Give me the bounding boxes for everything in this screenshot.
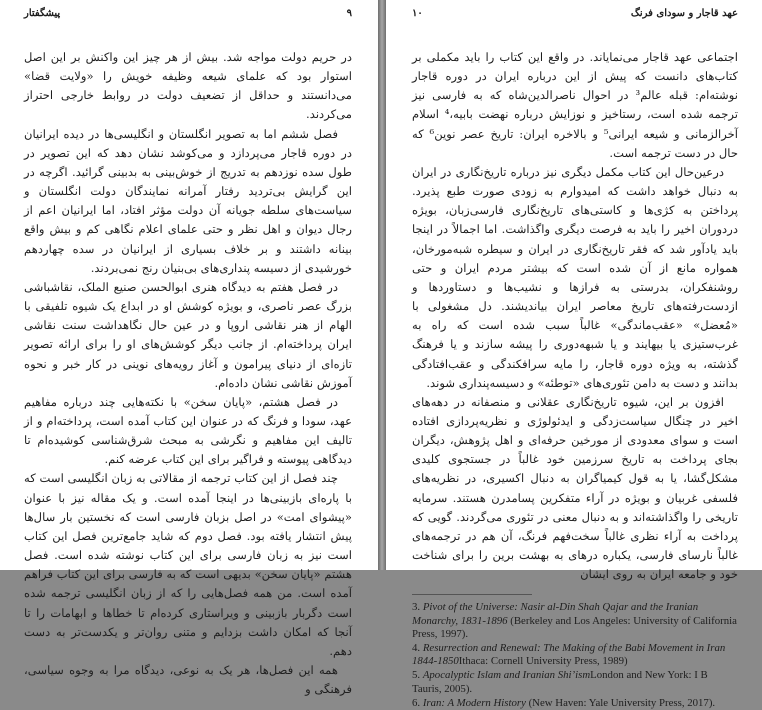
paragraph: فصل ششم اما به تصویر انگلستان و انگلیسی‌ها در دیده ایرانیان در دوره قاجار می‌پردازد و می‌کوشد نشان دهد که این تصویر در طول سده نوزدهم به تدریج از خوش‌بینی به بدبینی گرائید. اگرچه در این گرایش بی‌تردید رفتار آمرانه نمایندگان دولت انگلستان و سیاست‌های سلطه جویانه آن دولت مؤثر افتاد، اما ایرانیان اعم از رجال دیوان و اهل نظر و حتی علمای اعلام نگاهی کم و بیش واقع بینانه داشتند و بر خلاف بسیاری از ایرانیان در سده چهاردهم خورشیدی از دسیسه پنداری‌های بی‌بنیان رنج نمی‌بردند. [24, 126, 352, 275]
paragraph: افزون بر این، شیوه تاریخ‌نگاری عقلانی و منصفانه در دهه‌های اخیر در چنگال سیاست‌زدگی و ایدئولوژی و نظریه‌پردازی افتاده است و سوای معدودی از مورخین حرفه‌ای و اهل پژوهش، دیگران بجای پرداخت به تاریخ سرزمین خود غالباً در جستجوی کلیدی مشکل‌گشا، یا به قول کیمیاگران به دنبال اکسیری، در نظریه‌های فلسفی غربیان و بویژه در آراء متفکرین پسامدرن هستند. سرمایه تاریخی را واگذاشته‌اند و به دنبال معنی در تئوری می‌گردند. گویی که پرداخت به آراء نظری غالباً سخت‌فهم فرنگ، آن هم در ترجمه‌های غالباً نارسای فارسی، یکباره درهای به بهشت برین را برای شناخت خود و جامعه ایران به روی ایشان [412, 394, 738, 582]
right-page-number: ۱۰ [412, 8, 423, 19]
footnote-title: Pivot of the Universe: Nasir al-Din Shah Qajar and the Iranian Monarchy, 1831-1896 [412, 601, 699, 627]
paragraph: همه این فصل‌ها، هر یک به نوعی، دیدگاه مرا به وجوه سیاسی، فرهنگی و [24, 663, 352, 697]
book-gutter [378, 0, 386, 570]
footnote-citation: (Berkeley and Los Angeles: University of California Press, 1997). [412, 614, 737, 640]
paragraph: در فصل هشتم، «پایان سخن» با نکته‌هایی چند درباره مفاهیم عهد، سودا و فرنگ که در عنوان این کتاب آمده است، پرداخته‌ام و از تالیف این مفاهیم و نگرشی به مبحث شرق‌شناسی کوشیده‌ام تا دیدگاهی پیوسته و فراگیر برای این کتاب عرضه کنم. [24, 394, 352, 467]
right-page-running-title: عهد قاجار و سودای فرنگ [630, 8, 738, 19]
footnote-number: 4. [412, 641, 421, 654]
paragraph: در حریم دولت مواجه شد. بیش از هر چیز این واکنش بر این اصل استوار بود که علمای شیعه وظیفه خویش را «ولایت قضا» می‌دانستند و حداقل از تضعیف دولت در روابط خارجی احتراز می‌کردند. [24, 50, 352, 122]
right-page [386, 0, 762, 709]
left-page-running-title: پیشگفتار [24, 8, 61, 19]
footnote-separator [412, 594, 532, 595]
paragraph: در فصل هفتم به دیدگاه هنری ابوالحسن صنیع الملک، نقاشباشی بزرگ عصر ناصری، و بویژه کوشش او در ابداع یک شیوه تلفیقی با الهام از هنر نقاشی اروپا و در عین حال نگاهداشت سنت نقاشی ایران پرداخته‌ام. از جانب دیگر کوشش‌های او را برای ارائه تصویر تازه‌ای از دنیای پیرامون و آغاز رویه‌های نوینی در کار خبر و نحوه آموزش نقاشی نشان داده‌ام. [24, 279, 352, 390]
footnotes [412, 601, 738, 710]
left-page-body [24, 48, 352, 699]
left-page-number: ۹ [346, 8, 352, 19]
footnote-title: Iran: A Modern History [422, 696, 526, 709]
footnote-number: 3. [412, 601, 421, 614]
footnote-number: 5. [412, 669, 421, 682]
footnote [412, 669, 738, 695]
left-page [0, 0, 378, 697]
left-page-header [24, 8, 352, 28]
footnote-citation: (New Haven: Yale University Press, 2017). [525, 696, 716, 709]
footnote-title: Resurrection and Renewal: The Making of the Babi Movement in Iran 1844-1850 [412, 641, 726, 668]
right-page-header [412, 8, 738, 28]
paragraph: اجتماعی عهد قاجار می‌نمایاند. در واقع این کتاب را باید مکملی بر کتاب‌های دانست که پیش از این درباره ایران در دوره قاجار نوشته‌ام: قبله عالم³ در احوال ناصرالدین‌شاه که به فارسی نیز ترجمه شده است، رستاخیز و نوزایش درباره نهضت بابیه،⁴ اسلام آخرالزمانی و شیعه ایرانی⁵ و بالاخره ایران: تاریخ عصر نوین⁶ که حال در دست ترجمه است. [412, 50, 739, 160]
right-page-body [412, 48, 738, 584]
paragraph: درعین‌حال این کتاب مکمل دیگری نیز درباره تاریخ‌نگاری در ایران به دنبال خواهد داشت که امیدوارم به زودی صورت طبع پذیرد. پرداختن به کژی‌ها و کاستی‌های تاریخ‌نگاری فارسی‌زبان، بویژه دردوران اخیر را باید به فرصت دیگری واگذاشت. اما اجمالاً در اینجا باید یادآور شد که فقر تاریخ‌نگاری در ایران و سیطره شبه‌مورخان، همواره مانع از آن شده است که بیشتر مردم ایران و حتی روشنفکران، بدرستی به فرازها و نشیب‌ها و دستاوردها و ازدست‌رفته‌های تاریخ معاصر ایران بیاندیشند. دل مشغولی با «مُعضل» «عقب‌ماندگی» غالباً سبب شده است که راه به غرب‌ستیزی یا بیهایند و یا شبهه‌دوری را پیشه سازند و یا فرهنگ گذشته، به ویژه دوره قاجار، را مایه سرافکندگی و عقب‌افتادگی بدانند و دست به دامن تئوری‌های «توطئه» و دسیسه‌پنداری شوند. [412, 164, 738, 390]
footnote-number: 6. [412, 696, 421, 709]
footnote [412, 697, 738, 710]
footnote-title: Apocalyptic Islam and Iranian Shi’ism [422, 669, 591, 682]
footnote [412, 642, 738, 668]
footnote [412, 601, 738, 641]
paragraph: چند فصل از این کتاب ترجمه از مقالاتی به زبان انگلیسی است که با پاره‌ای بازبینی‌ها در اینجا آمده است. و یک مقاله نیز با عنوان «پیشوای امت» در اصل بزبان فارسی است که نخستین بار سال‌ها پیش انتشار یافته بود. فصل دوم که شاید جامع‌ترین فصل این کتاب است نیز به زبان فارسی برای این کتاب نوشته شده است. فصل هشتم «پایان سخن» بدیهی است که به فارسی برای این کتاب فراهم آمده است. من همه فصل‌هایی را که از زبان انگلیسی ترجمه شده است دگربار بازبینی و ویراستاری کرده‌ام تا خطاها و ابهامات را تا آنجا که امکان داشت بزدایم و متنی روان‌تر و یکدست‌تر به دست دهم. [24, 471, 352, 658]
footnote-citation: London and New York: I B Tauris, 2005). [412, 669, 708, 695]
footnote-citation: Ithaca: Cornell University Press, 1989) [458, 655, 628, 668]
